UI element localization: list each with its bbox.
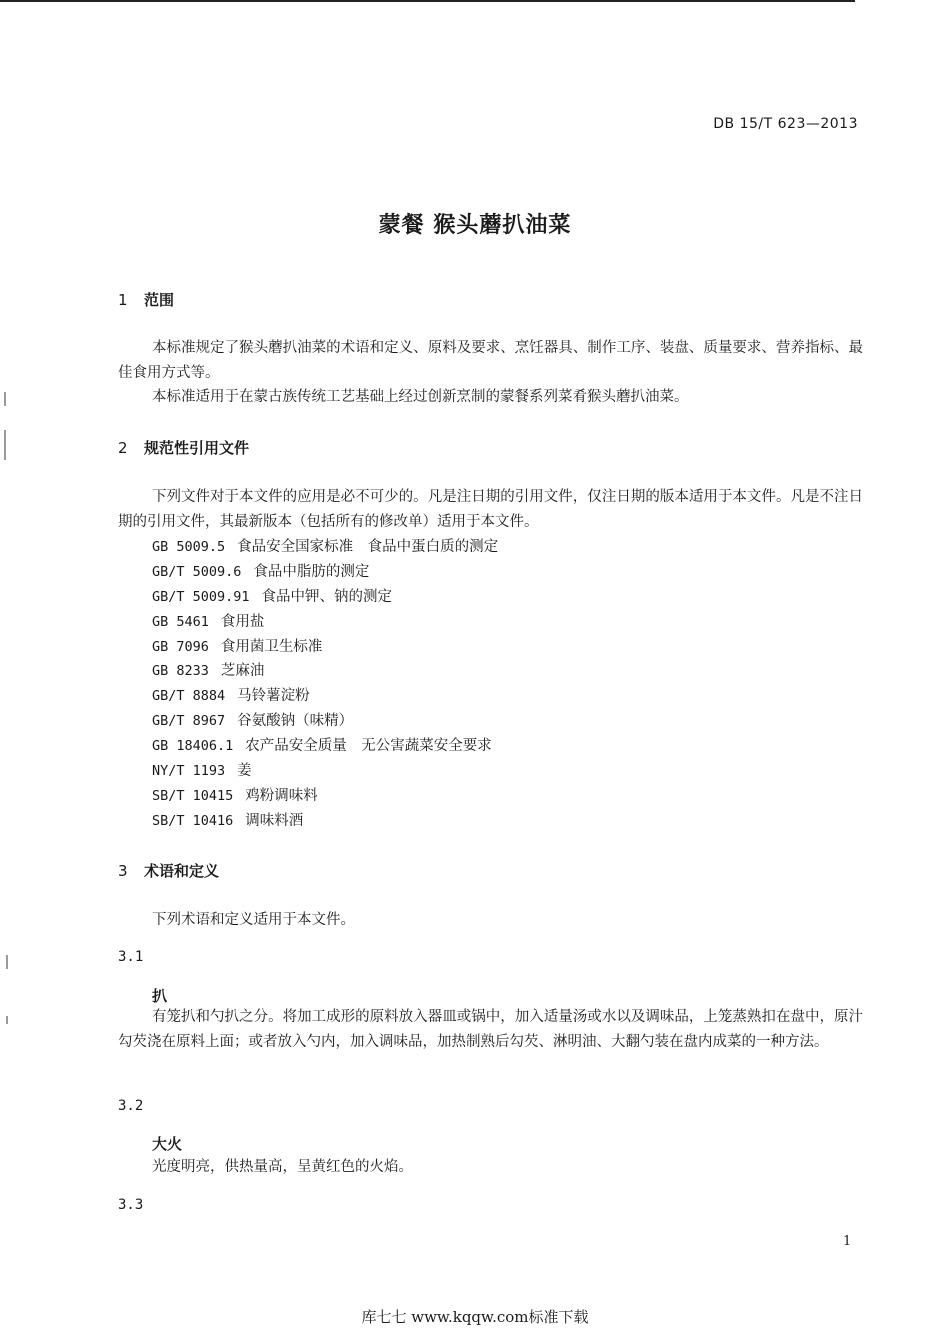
reference-item	[152, 709, 498, 734]
clause-number: 3.2	[118, 1098, 144, 1114]
reference-code: GB 7096	[152, 638, 209, 655]
scan-mark	[6, 955, 8, 969]
term-label: 扒	[152, 987, 168, 1005]
footer-watermark: 库七七 www.kqqw.com标准下载	[361, 1308, 589, 1326]
normative-intro: 下列文件对于本文件的应用是必不可少的。凡是注日期的引用文件，仅注日期的版本适用于本文件。凡是不注日期的引用文件，其最新版本（包括所有的修改单）适用于本文件。	[118, 489, 863, 530]
page-number: 1	[843, 1234, 852, 1249]
section-title: 术语和定义	[144, 862, 220, 880]
term-label: 大火	[152, 1135, 183, 1153]
section-number: 1	[118, 291, 128, 309]
section-heading-terms	[118, 860, 219, 881]
reference-title: 马铃薯淀粉	[237, 688, 310, 705]
reference-item	[152, 684, 498, 709]
reference-item	[152, 635, 498, 660]
scan-mark	[4, 392, 6, 406]
reference-title: 姜	[237, 763, 252, 780]
reference-item	[152, 585, 498, 610]
reference-code: GB 8233	[152, 663, 209, 680]
reference-title: 谷氨酸钠（味精）	[237, 713, 354, 730]
clause-number: 3.1	[118, 949, 144, 965]
reference-item	[152, 759, 498, 784]
reference-item	[152, 809, 498, 834]
section-heading-scope	[118, 289, 174, 310]
scope-paragraph-2: 本标准适用于在蒙古族传统工艺基础上经过创新烹制的蒙餐系列菜肴猴头蘑扒油菜。	[152, 389, 689, 405]
term-definition: 光度明亮，供热量高，呈黄红色的火焰。	[152, 1159, 413, 1175]
section-number: 2	[118, 439, 128, 457]
reference-title: 食品中脂肪的测定	[253, 563, 370, 580]
reference-code: GB 5009.5	[152, 539, 226, 555]
reference-title: 芝麻油	[220, 663, 265, 680]
section-title: 范围	[144, 291, 175, 309]
clause-number: 3.3	[118, 1197, 144, 1213]
reference-title: 食用菌卫生标准	[220, 638, 323, 655]
scan-mark	[6, 1016, 8, 1024]
section-number: 3	[118, 862, 128, 880]
reference-title: 食品中钾、钠的测定	[261, 588, 393, 605]
section-heading-normative	[118, 437, 249, 458]
reference-item	[152, 535, 498, 560]
section-title: 规范性引用文件	[144, 439, 250, 457]
reference-code: NY/T 1193	[152, 763, 226, 780]
term-definition: 有笼扒和勺扒之分。将加工成形的原料放入器皿或锅中，加入适量汤或水以及调味品，上笼蒸熟扣在盘中，原汁勾芡浇在原料上面；或者放入勺内，加入调味品，加热制熟后勾芡、淋明油、大翻勺装在盘内成菜的一种方法。	[118, 1009, 863, 1050]
terms-intro: 下列术语和定义适用于本文件。	[152, 912, 355, 928]
reference-title: 鸡粉调味料	[245, 787, 318, 804]
scan-mark	[4, 430, 6, 460]
reference-item	[152, 610, 498, 635]
reference-title: 农产品安全质量 无公害蔬菜安全要求	[245, 738, 492, 755]
scope-paragraph-1: 本标准规定了猴头蘑扒油菜的术语和定义、原料及要求、烹饪器具、制作工序、装盘、质量要求、营养指标、最佳食用方式等。	[118, 340, 863, 381]
top-border-rule	[0, 0, 855, 2]
reference-code: GB/T 5009.91	[152, 588, 250, 605]
document-title: 蒙餐 猴头蘑扒油菜	[378, 213, 572, 238]
reference-title: 食用盐	[220, 613, 265, 630]
reference-list	[152, 535, 498, 834]
reference-code: GB 18406.1	[152, 738, 234, 755]
reference-code: SB/T 10415	[152, 787, 234, 804]
reference-code: SB/T 10416	[152, 812, 234, 829]
reference-item	[152, 560, 498, 585]
reference-title: 调味料酒	[245, 812, 304, 829]
reference-code: GB/T 8967	[152, 713, 226, 730]
reference-item	[152, 784, 498, 809]
reference-title: 食品安全国家标准 食品中蛋白质的测定	[237, 539, 499, 555]
reference-item	[152, 734, 498, 759]
reference-code: GB/T 8884	[152, 688, 226, 705]
reference-code: GB 5461	[152, 613, 209, 630]
reference-item	[152, 659, 498, 684]
document-number: DB 15/T 623—2013	[713, 116, 858, 132]
reference-code: GB/T 5009.6	[152, 563, 242, 580]
